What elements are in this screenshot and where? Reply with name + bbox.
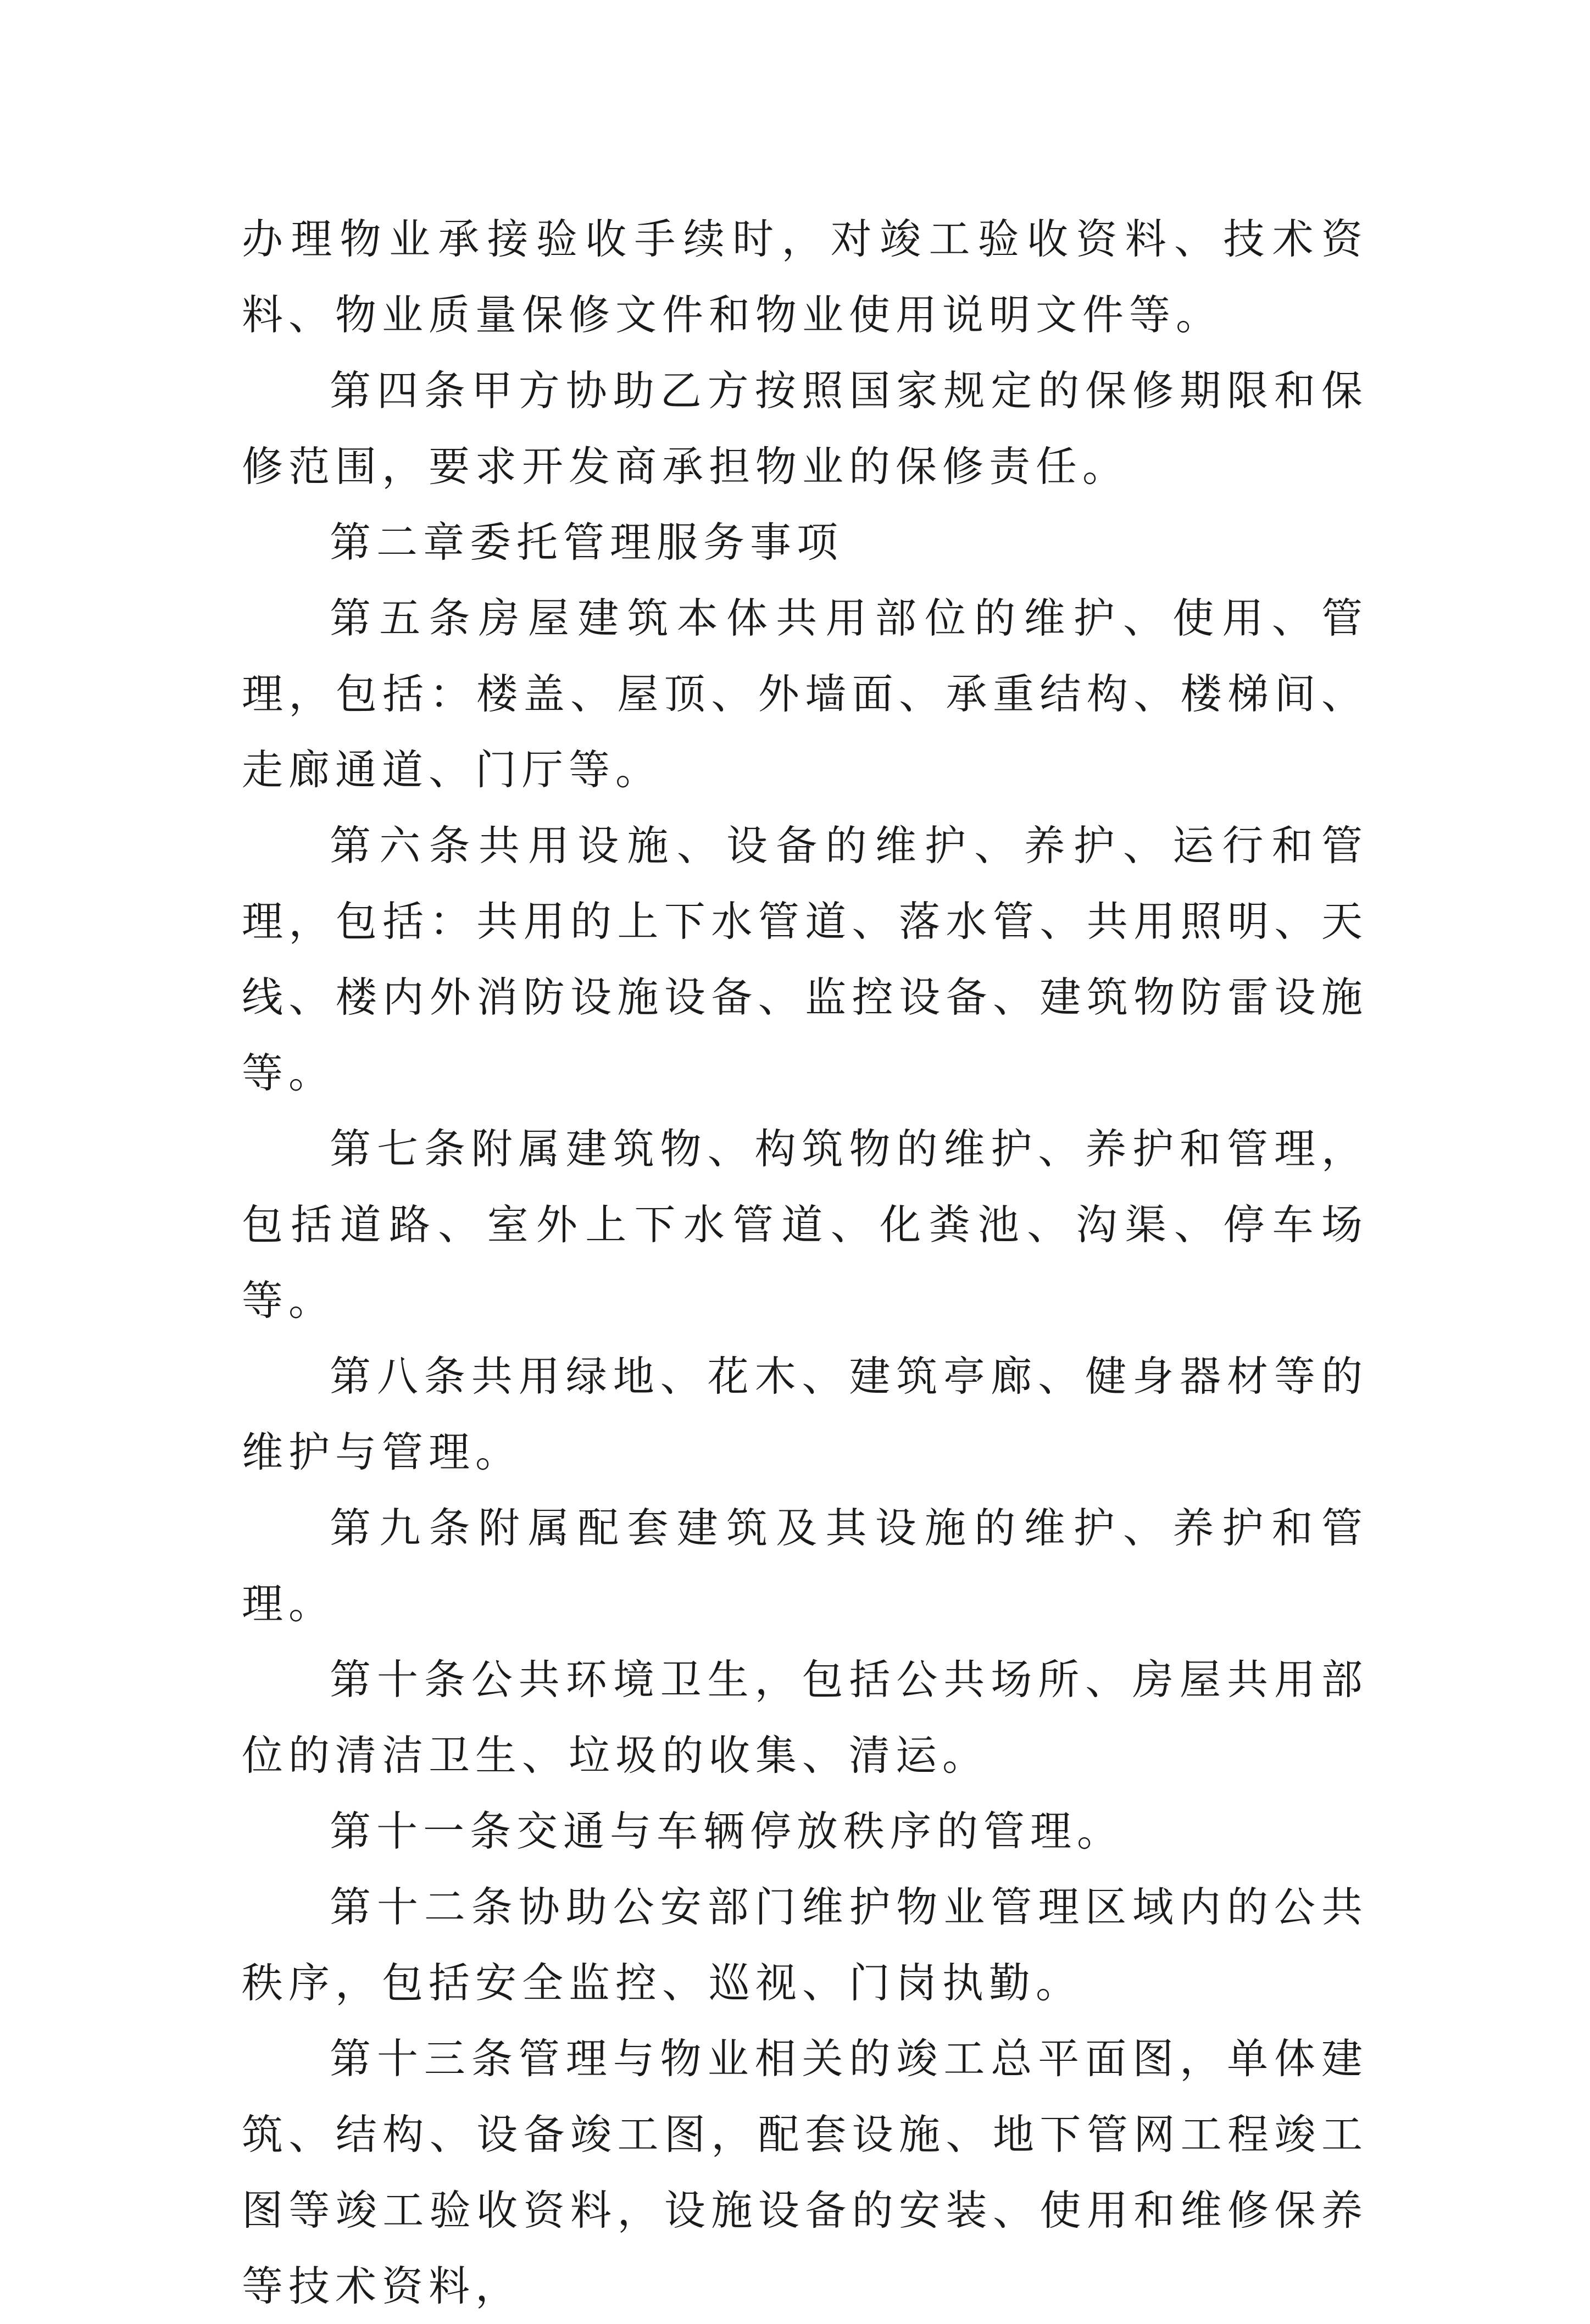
paragraph-article-10: 第十条公共环境卫生，包括公共场所、房屋共用部位的清洁卫生、垃圾的收集、清运。 (242, 1655, 1368, 1780)
paragraph-article-9: 第九条附属配套建筑及其设施的维护、养护和管理。 (242, 1504, 1368, 1628)
paragraph-article-12: 第十二条协助公安部门维护物业管理区域内的公共秩序，包括安全监控、巡视、门岗执勤。 (242, 1883, 1368, 2007)
paragraph-continuation: 办理物业承接验收手续时，对竣工验收资料、技术资料、物业质量保修文件和物业使用说明文件等。 (242, 215, 1368, 339)
paragraph-article-8: 第八条共用绿地、花木、建筑亭廊、健身器材等的维护与管理。 (242, 1352, 1368, 1476)
paragraph-article-4: 第四条甲方协助乙方按照国家规定的保修期限和保修范围，要求开发商承担物业的保修责任。 (242, 366, 1368, 491)
paragraph-article-13: 第十三条管理与物业相关的竣工总平面图，单体建筑、结构、设备竣工图，配套设施、地下管网工程竣工图等竣工验收资料，设施设备的安装、使用和维修保养等技术资料， (242, 2034, 1368, 2310)
paragraph-article-11: 第十一条交通与车辆停放秩序的管理。 (330, 1807, 1124, 1855)
paragraph-article-6: 第六条共用设施、设备的维护、养护、运行和管理，包括：共用的上下水管道、落水管、共用照明、天线、楼内外消防设施设备、监控设备、建筑物防雷设施等。 (242, 821, 1368, 1097)
chapter-heading: 第二章委托管理服务事项 (330, 518, 844, 566)
paragraph-article-5: 第五条房屋建筑本体共用部位的维护、使用、管理，包括：楼盖、屋顶、外墙面、承重结构、楼梯间、走廊通道、门厅等。 (242, 594, 1368, 794)
document-body (242, 201, 1368, 2324)
paragraph-article-7: 第七条附属建筑物、构筑物的维护、养护和管理，包括道路、室外上下水管道、化粪池、沟渠、停车场等。 (242, 1125, 1368, 1325)
